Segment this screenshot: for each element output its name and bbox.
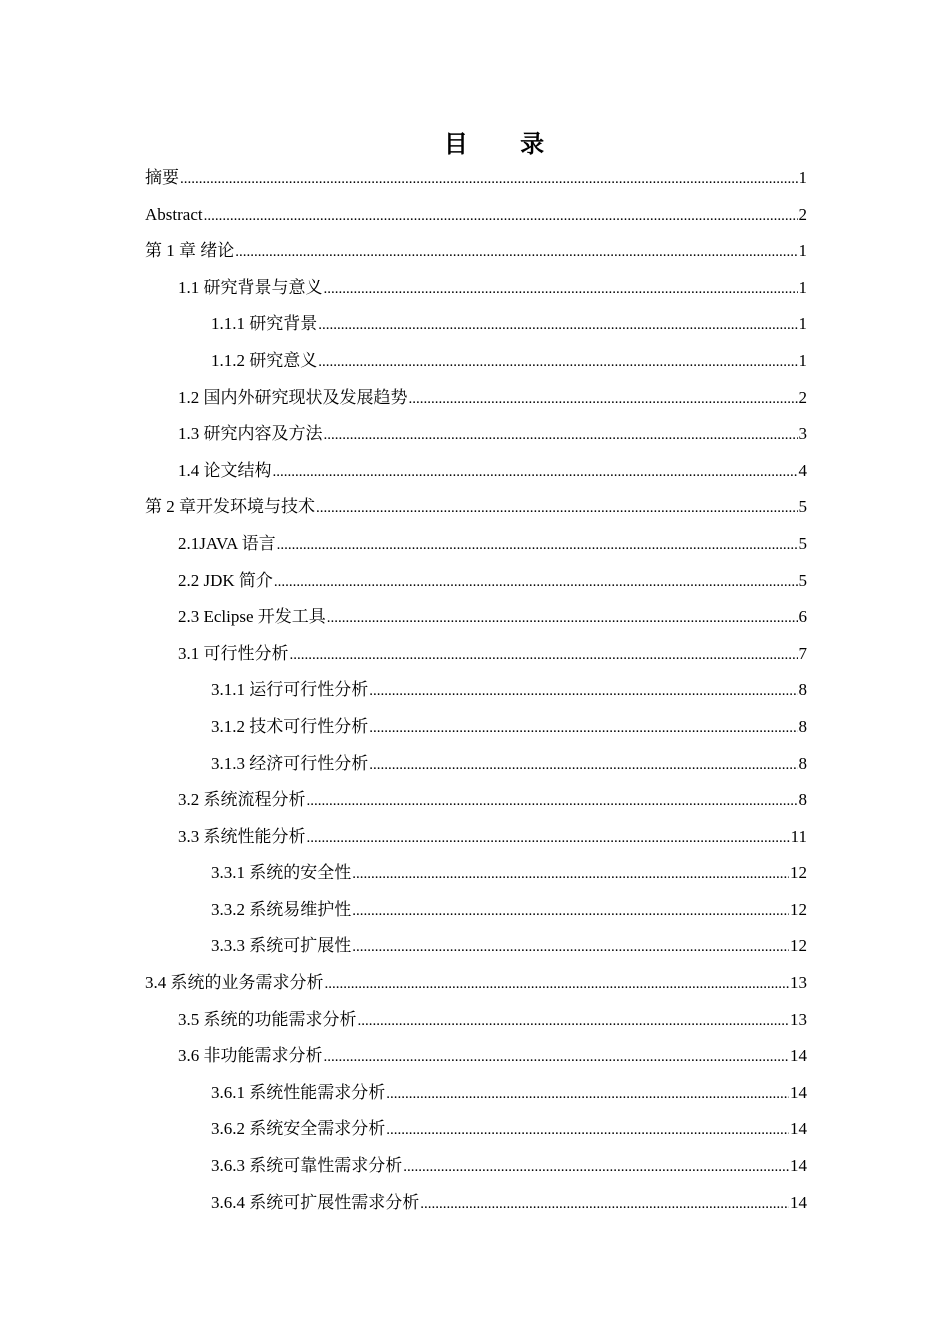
toc-entry[interactable]: [145, 1042, 807, 1079]
toc-entry-page-number: 8: [798, 680, 807, 700]
toc-entry[interactable]: [145, 567, 807, 604]
toc-entry-page-number: 11: [790, 826, 807, 846]
toc-entry[interactable]: [145, 384, 807, 421]
toc-entry-label: 3.3.2 系统易维护性: [211, 899, 352, 919]
toc-entry[interactable]: [145, 1006, 807, 1043]
toc-entry-page-number: 3: [798, 424, 807, 444]
toc-entry[interactable]: [145, 493, 807, 530]
toc-list: [145, 164, 807, 1225]
toc-entry[interactable]: [145, 969, 807, 1006]
toc-entry-label: 3.1 可行性分析: [178, 643, 289, 663]
toc-entry-page-number: 14: [790, 1192, 807, 1212]
toc-entry-label: 1.3 研究内容及方法: [178, 424, 323, 444]
toc-entry-page-number: 8: [798, 753, 807, 773]
toc-entry-label: Abstract: [145, 204, 203, 224]
toc-entry-label: 2.3 Eclipse 开发工具: [178, 607, 326, 627]
toc-dot-leader: [386, 1080, 789, 1108]
toc-dot-leader: [318, 348, 797, 376]
toc-entry[interactable]: [145, 164, 807, 201]
toc-entry-label: 3.3.1 系统的安全性: [211, 863, 352, 883]
toc-entry-page-number: 8: [798, 790, 807, 810]
toc-dot-leader: [324, 1043, 790, 1071]
toc-entry-label: 1.4 论文结构: [178, 460, 272, 480]
toc-entry[interactable]: [145, 237, 807, 274]
toc-dot-leader: [327, 604, 798, 632]
toc-entry-page-number: 2: [798, 387, 807, 407]
toc-entry-label: 3.1.3 经济可行性分析: [211, 753, 369, 773]
toc-entry[interactable]: [145, 1189, 807, 1226]
toc-dot-leader: [409, 385, 798, 413]
toc-entry[interactable]: [145, 274, 807, 311]
toc-entry[interactable]: [145, 859, 807, 896]
toc-entry-label: 摘要: [145, 168, 179, 187]
toc-dot-leader: [274, 568, 798, 596]
toc-dot-leader: [369, 677, 797, 705]
toc-entry-page-number: 12: [790, 899, 807, 919]
toc-entry-page-number: 1: [798, 241, 807, 261]
toc-entry-page-number: 12: [790, 863, 807, 883]
toc-entry-label: 3.2 系统流程分析: [178, 790, 306, 810]
toc-dot-leader: [277, 531, 798, 559]
toc-entry[interactable]: [145, 347, 807, 384]
toc-entry[interactable]: [145, 1115, 807, 1152]
toc-entry[interactable]: [145, 932, 807, 969]
toc-entry-label: 3.5 系统的功能需求分析: [178, 1009, 357, 1029]
toc-entry-label: 3.6.3 系统可靠性需求分析: [211, 1156, 403, 1176]
toc-entry[interactable]: [145, 201, 807, 238]
toc-entry[interactable]: [145, 530, 807, 567]
toc-entry-page-number: 14: [790, 1156, 807, 1176]
toc-entry-label: 1.1 研究背景与意义: [178, 277, 323, 297]
toc-dot-leader: [324, 275, 798, 303]
toc-entry[interactable]: [145, 823, 807, 860]
toc-entry-label: 3.3.3 系统可扩展性: [211, 936, 352, 956]
toc-entry[interactable]: [145, 786, 807, 823]
toc-entry[interactable]: [145, 310, 807, 347]
toc-entry-page-number: 2: [798, 204, 807, 224]
toc-entry[interactable]: [145, 896, 807, 933]
toc-entry[interactable]: [145, 676, 807, 713]
toc-dot-leader: [204, 202, 798, 230]
toc-entry[interactable]: [145, 603, 807, 640]
toc-entry-label: 3.6.4 系统可扩展性需求分析: [211, 1192, 420, 1212]
toc-dot-leader: [369, 751, 797, 779]
toc-entry-label: 1.2 国内外研究现状及发展趋势: [178, 387, 408, 407]
toc-entry-page-number: 8: [798, 716, 807, 736]
toc-entry-page-number: 6: [798, 607, 807, 627]
toc-entry-label: 3.6.2 系统安全需求分析: [211, 1119, 386, 1139]
toc-entry-page-number: 1: [798, 277, 807, 297]
toc-dot-leader: [386, 1116, 789, 1144]
toc-dot-leader: [324, 421, 798, 449]
toc-entry[interactable]: [145, 750, 807, 787]
toc-title: 目 录: [443, 129, 567, 158]
toc-entry-page-number: 12: [790, 936, 807, 956]
toc-entry-page-number: 13: [790, 973, 807, 993]
toc-entry-page-number: 4: [798, 460, 807, 480]
toc-entry-label: 1.1.2 研究意义: [211, 350, 318, 370]
toc-entry-page-number: 14: [790, 1046, 807, 1066]
toc-entry-page-number: 1: [798, 314, 807, 334]
toc-entry-page-number: 14: [790, 1082, 807, 1102]
toc-entry[interactable]: [145, 1152, 807, 1189]
toc-dot-leader: [369, 714, 797, 742]
toc-entry-page-number: 7: [798, 643, 807, 663]
toc-dot-leader: [235, 238, 797, 266]
toc-entry-label: 3.6.1 系统性能需求分析: [211, 1082, 386, 1102]
toc-dot-leader: [290, 641, 798, 669]
toc-entry-label: 第 2 章开发环境与技术: [145, 497, 315, 517]
toc-dot-leader: [358, 1007, 790, 1035]
toc-entry-page-number: 1: [798, 350, 807, 370]
toc-dot-leader: [352, 933, 789, 961]
toc-entry-label: 3.1.1 运行可行性分析: [211, 680, 369, 700]
toc-entry-page-number: 14: [790, 1119, 807, 1139]
toc-entry-label: 3.3 系统性能分析: [178, 826, 306, 846]
toc-entry-page-number: 5: [798, 533, 807, 553]
toc-entry[interactable]: [145, 420, 807, 457]
toc-entry-page-number: 1: [798, 168, 807, 187]
toc-entry-label: 1.1.1 研究背景: [211, 314, 318, 334]
toc-entry-label: 3.4 系统的业务需求分析: [145, 973, 324, 993]
toc-entry-label: 第 1 章 绪论: [145, 241, 235, 261]
toc-dot-leader: [352, 897, 789, 925]
toc-entry[interactable]: [145, 1079, 807, 1116]
toc-entry[interactable]: [145, 457, 807, 494]
toc-entry[interactable]: [145, 713, 807, 750]
toc-dot-leader: [420, 1190, 789, 1218]
toc-entry-label: 2.1JAVA 语言: [178, 533, 276, 553]
toc-entry-label: 2.2 JDK 简介: [178, 570, 273, 590]
toc-entry-label: 3.6 非功能需求分析: [178, 1046, 323, 1066]
toc-entry-page-number: 5: [798, 570, 807, 590]
toc-entry-page-number: 5: [798, 497, 807, 517]
toc-entry-page-number: 13: [790, 1009, 807, 1029]
toc-entry[interactable]: [145, 640, 807, 677]
toc-dot-leader: [273, 458, 798, 486]
toc-dot-leader: [307, 824, 790, 852]
toc-dot-leader: [307, 787, 798, 815]
toc-entry-label: 3.1.2 技术可行性分析: [211, 716, 369, 736]
toc-dot-leader: [316, 494, 798, 522]
toc-dot-leader: [352, 860, 789, 888]
toc-dot-leader: [325, 970, 790, 998]
toc-dot-leader: [180, 165, 798, 193]
toc-dot-leader: [318, 311, 797, 339]
toc-dot-leader: [403, 1153, 789, 1181]
